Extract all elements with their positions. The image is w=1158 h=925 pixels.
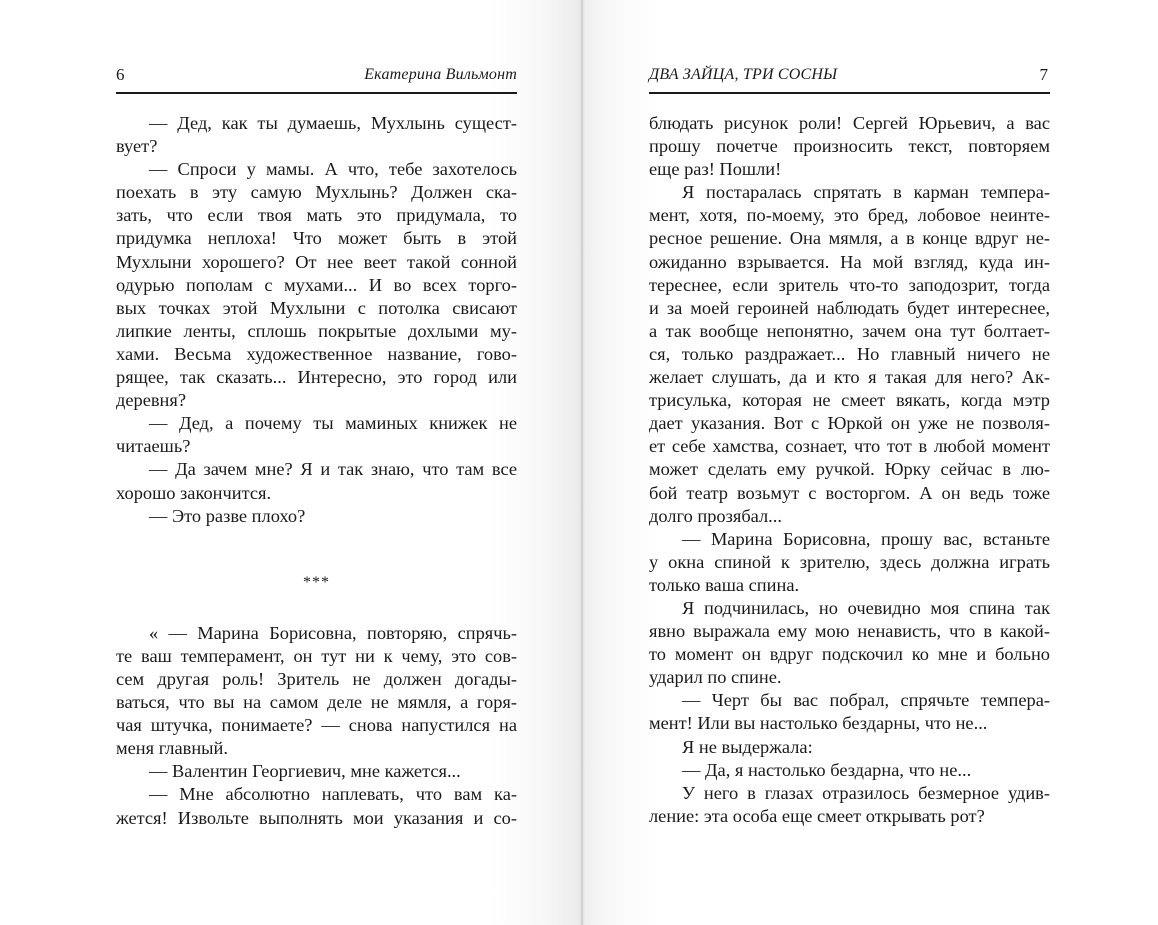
text-line: ресное решение. Она мямля, а в конце вдруг не- [649,228,1050,249]
text-line: прошу почетче произносить текст, повторяем [649,136,1050,157]
text-line: то момент он вдруг подскочил ко мне и больно [649,644,1050,665]
text-line: еще раз! Пошли! [649,159,782,180]
spacer [116,528,517,571]
text-line: тереснее, если зритель что-то заподозрит, тогда [649,274,1050,295]
text-line: Мухлыни хорошего? От нее веет такой сонной [116,251,517,272]
text-line: деревня? [116,390,187,411]
text-line: хорошо закончится. [116,482,272,503]
text-line: дает указания. Вот с Юркой он уже не позволя- [649,413,1050,434]
right-page [582,0,1158,925]
text-line: только ваша спина. [649,574,800,595]
text-line: вых точках этой Мухлыни с потолка свисают [116,297,517,318]
text-line: придумка неплоха! Что может быть в этой [116,228,517,249]
text-line: — Мне абсолютно наплевать, что вам ка- [149,784,517,805]
text-line: чая штучка, понимаете? — снова напустился на [116,715,517,736]
text-line: зать, что если твоя мать это придумала, то [116,205,517,226]
text-line: явно выражала ему мою ненависть, что в какой- [649,621,1050,642]
left-page-text [116,112,517,830]
text-line: — Да зачем мне? Я и так знаю, что там все [149,459,517,480]
text-line: те ваш темперамент, он тут ни к чему, это сов- [116,645,517,666]
text-line: — Черт бы вас побрал, спрячьте темпера- [682,690,1050,711]
right-page-header [649,64,1050,94]
text-line: трисулька, которая не смеет вякать, когда мэтр [649,390,1050,411]
text-line: мент, хотя, по-моему, это бред, лобовое неинте- [649,205,1050,226]
running-head-title: ДВА ЗАЙЦА, ТРИ СОСНЫ [649,66,838,83]
text-line: — Да, я настолько бездарна, что не... [682,759,972,780]
text-line: долго прозябал... [649,505,782,526]
text-line: мент! Или вы настолько бездарны, что не... [649,713,988,734]
text-line: — Спроси у мамы. А что, тебе захотелось [149,159,517,180]
text-line: — Марина Борисовна, прошу вас, встаньте [682,528,1050,549]
text-line: сем другая роль! Зритель не должен догады- [116,668,517,689]
text-line: вует? [116,136,158,157]
text-line: хами. Весьма художественное название, гово- [116,343,517,364]
text-line: Я постаралась спрятать в карман темпера- [682,182,1050,203]
text-line: ожиданно взрывается. На мой взгляд, куда ин- [649,251,1050,272]
text-line: ет себе хамства, сознает, что тот в любой момент [649,436,1050,457]
book-spine-gutter [581,0,583,925]
text-line: у окна спиной к зрителю, здесь должна играть [649,551,1050,572]
text-line: ся, только раздражает... Но главный ничего не [649,343,1050,364]
text-line: блюдать рисунок роли! Сергей Юрьевич, а вас [649,113,1050,133]
text-line: ударил по спине. [649,667,782,688]
text-line: — Дед, а почему ты маминых книжек не [149,413,517,434]
text-line: Я подчинилась, но очевидно моя спина так [682,597,1050,618]
text-line: ление: эта особа еще смеет открывать рот? [649,805,985,826]
text-line: У него в глазах отразилось безмерное удив- [682,782,1050,803]
text-line: а так вообще непонятно, зачем она тут болтает- [649,320,1050,341]
text-line: ваться, что вы на самом деле не мямля, а горя- [116,692,517,713]
text-line: желает слушать, да и кто я такая для него? Ак- [649,367,1050,388]
text-line: « — Марина Борисовна, повторяю, спрячь- [149,622,517,643]
text-line: может сделать ему ручкой. Юрку сейчас в лю- [649,459,1050,480]
header-rule [649,92,1050,94]
text-line: — Валентин Георгиевич, мне кажется... [149,761,461,782]
text-block-before-break [116,112,517,528]
text-block [649,112,1050,828]
text-line: Я не выдержала: [682,736,813,757]
page-number: 7 [1039,65,1048,84]
text-line: меня главный. [116,738,228,759]
text-line: и за моей героиней наблюдать будет интереснее, [649,297,1050,318]
text-line: липкие ленты, сплошь покрытые дохлыми му- [116,320,517,341]
text-line: — Дед, как ты думаешь, Мухлынь сущест- [149,113,517,133]
section-break: *** [303,573,330,591]
left-page-header [116,64,517,94]
text-line: рящее, так сказать... Интересно, это город или [116,367,517,388]
right-page-text [649,112,1050,828]
page-number: 6 [116,65,125,84]
text-line: одурью пополам с мухами... И во всех торго- [116,274,517,295]
spacer [116,594,517,622]
text-line: читаешь? [116,436,191,457]
running-head-author: Екатерина Вильмонт [364,66,517,83]
text-line: — Это разве плохо? [149,505,306,526]
text-line: бой театр возьмут с восторгом. А он ведь тоже [649,482,1050,503]
header-rule [116,92,517,94]
text-line: жется! Извольте выполнять мои указания и со- [116,807,517,828]
text-line: поехать в эту самую Мухлынь? Должен ска- [116,182,517,203]
text-block-after-break [116,622,517,830]
